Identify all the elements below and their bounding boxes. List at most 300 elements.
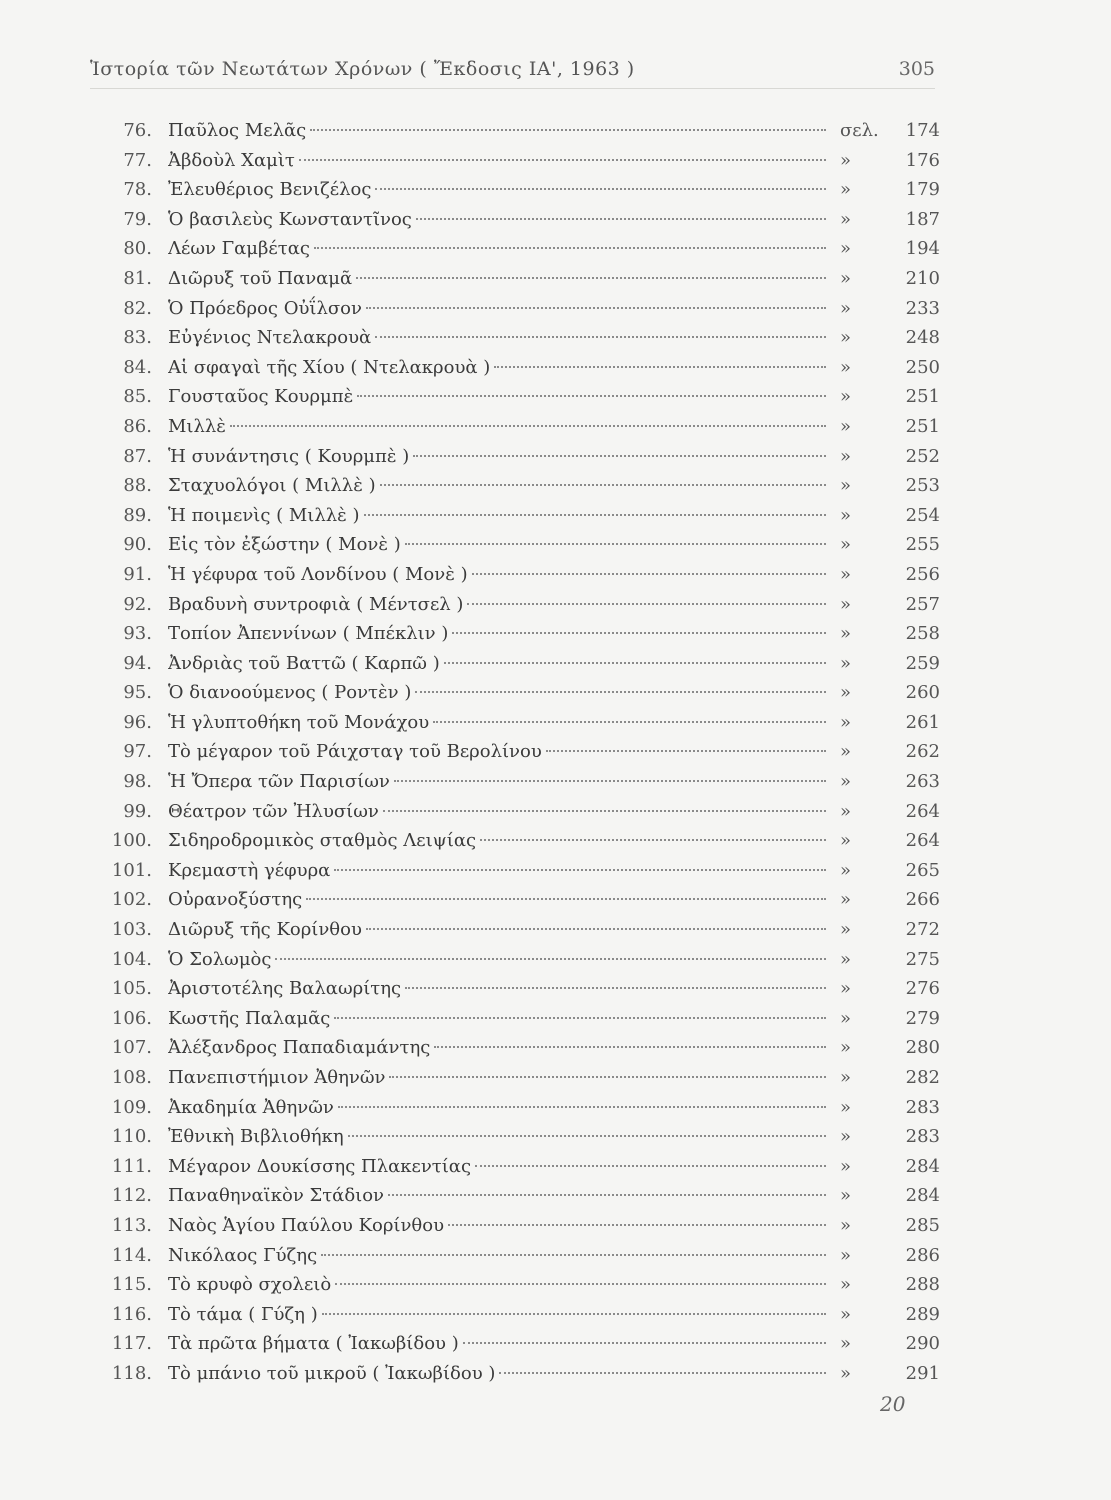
entry-page: 285 xyxy=(905,1214,940,1236)
dot-leader xyxy=(499,1372,826,1374)
entry-page-mark: » xyxy=(840,534,852,556)
toc-entry xyxy=(90,471,940,501)
entry-page-mark: » xyxy=(840,623,852,645)
entry-number: 90. xyxy=(123,534,152,556)
toc-entry xyxy=(90,1181,940,1211)
entry-page: 263 xyxy=(905,771,940,793)
dot-leader xyxy=(405,543,826,545)
entry-page: 264 xyxy=(905,800,940,822)
entry-page: 176 xyxy=(905,149,940,171)
entry-page: 179 xyxy=(905,179,940,201)
entry-title-wrap xyxy=(168,560,840,590)
entry-number: 107. xyxy=(111,1037,152,1059)
entry-page: 280 xyxy=(905,1037,940,1059)
toc-entry xyxy=(90,1033,940,1063)
entry-page-mark: » xyxy=(840,1007,852,1029)
entry-title-wrap xyxy=(168,1093,840,1123)
entry-page-mark: » xyxy=(840,1185,852,1207)
entry-title: Σιδηροδρομικὸς σταθμὸς Λειψίας xyxy=(168,830,477,852)
entry-title-wrap xyxy=(168,234,840,264)
entry-number: 80. xyxy=(123,238,152,260)
entry-title: Εὐγένιος Ντελακρουὰ xyxy=(168,327,372,349)
dot-leader xyxy=(306,898,826,900)
entry-number: 106. xyxy=(111,1007,152,1029)
toc-entry xyxy=(90,1152,940,1182)
entry-page-mark: » xyxy=(840,741,852,763)
page-number: 305 xyxy=(898,58,935,80)
entry-page: 283 xyxy=(905,1126,940,1148)
entry-title-wrap xyxy=(168,708,840,738)
entry-title: Οὐρανοξύστης xyxy=(168,889,303,911)
toc-entry xyxy=(90,945,940,975)
entry-number: 85. xyxy=(123,386,152,408)
entry-page: 290 xyxy=(905,1333,940,1355)
entry-number: 114. xyxy=(111,1244,152,1266)
entry-page: 288 xyxy=(905,1274,940,1296)
dot-leader xyxy=(546,750,826,752)
entry-title-wrap xyxy=(168,175,840,205)
entry-page-mark: σελ. xyxy=(840,120,879,141)
entry-number: 111. xyxy=(111,1155,152,1177)
entry-title: Ὁ βασιλεὺς Κωνσταντῖνος xyxy=(168,208,412,230)
entry-title: Ναὸς Ἁγίου Παύλου Κορίνθου xyxy=(168,1214,445,1236)
entry-title: Ἡ γέφυρα τοῦ Λονδίνου ( Μονὲ ) xyxy=(168,563,468,585)
toc-entry xyxy=(90,382,940,412)
entry-page: 250 xyxy=(905,356,940,378)
toc-entry xyxy=(90,619,940,649)
entry-page: 257 xyxy=(905,593,940,615)
dot-leader xyxy=(405,987,826,989)
entry-title-wrap xyxy=(168,1063,840,1093)
entry-page: 284 xyxy=(905,1185,940,1207)
entry-title-wrap xyxy=(168,412,840,442)
table-of-contents xyxy=(90,116,940,1389)
dot-leader xyxy=(338,1106,826,1108)
dot-leader xyxy=(356,277,826,279)
toc-entry xyxy=(90,1093,940,1123)
dot-leader xyxy=(472,573,826,575)
header-title: Ἱστορία τῶν Νεωτάτων Χρόνων ( Ἔκδοσις ΙΑ', 1963 ) xyxy=(90,58,635,80)
entry-title: Κρεμαστὴ γέφυρα xyxy=(168,859,331,881)
entry-page: 248 xyxy=(905,327,940,349)
dot-leader xyxy=(444,662,826,664)
entry-title: Τὸ τάμα ( Γύζη ) xyxy=(168,1303,318,1325)
toc-entry xyxy=(90,205,940,235)
toc-entry xyxy=(90,826,940,856)
entry-page: 194 xyxy=(905,238,940,260)
toc-entry xyxy=(90,767,940,797)
entry-page-mark: » xyxy=(840,297,852,319)
toc-entry xyxy=(90,1270,940,1300)
entry-number: 113. xyxy=(111,1214,152,1236)
entry-number: 115. xyxy=(111,1274,152,1296)
entry-title-wrap xyxy=(168,649,840,679)
toc-entry xyxy=(90,678,940,708)
entry-page: 252 xyxy=(905,445,940,467)
entry-page-mark: » xyxy=(840,1274,852,1296)
entry-title: Ἡ γλυπτοθήκη τοῦ Μονάχου xyxy=(168,711,430,733)
dot-leader xyxy=(230,425,826,427)
dot-leader xyxy=(334,1017,826,1019)
entry-number: 89. xyxy=(123,504,152,526)
entry-page-mark: » xyxy=(840,208,852,230)
entry-page-mark: » xyxy=(840,711,852,733)
entry-number: 118. xyxy=(111,1362,152,1384)
entry-title-wrap xyxy=(168,205,840,235)
entry-title-wrap xyxy=(168,442,840,472)
running-header xyxy=(90,58,935,89)
entry-title-wrap xyxy=(168,974,840,1004)
entry-title-wrap xyxy=(168,1181,840,1211)
entry-title: Τὸ μέγαρον τοῦ Ράιχσταγ τοῦ Βερολίνου xyxy=(168,741,542,763)
entry-page-mark: » xyxy=(840,327,852,349)
entry-title: Ἀνδριὰς τοῦ Βαττῶ ( Καρπῶ ) xyxy=(168,652,440,674)
dot-leader xyxy=(433,721,826,723)
entry-title: Ἐλευθέριος Βενιζέλος xyxy=(168,179,372,201)
entry-page-mark: » xyxy=(840,889,852,911)
entry-title-wrap xyxy=(168,146,840,176)
entry-number: 79. xyxy=(123,208,152,230)
entry-page: 254 xyxy=(905,504,940,526)
entry-title: Πανεπιστήμιον Ἀθηνῶν xyxy=(168,1067,386,1088)
entry-page: 279 xyxy=(905,1007,940,1029)
entry-page-mark: » xyxy=(840,771,852,793)
entry-page-mark: » xyxy=(840,1126,852,1148)
entry-page-mark: » xyxy=(840,1303,852,1325)
toc-entry xyxy=(90,264,940,294)
entry-page-mark: » xyxy=(840,1096,852,1118)
dot-leader xyxy=(366,928,826,930)
toc-entry xyxy=(90,856,940,886)
entry-page: 187 xyxy=(905,208,940,230)
dot-leader xyxy=(380,484,826,486)
entry-title-wrap xyxy=(168,915,840,945)
dot-leader xyxy=(463,1342,826,1344)
entry-title: Ἡ Ὄπερα τῶν Παρισίων xyxy=(168,771,390,793)
entry-title-wrap xyxy=(168,1359,840,1389)
entry-title: Ἡ συνάντησις ( Κουρμπὲ ) xyxy=(168,445,410,467)
entry-title: Εἰς τὸν ἐξώστην ( Μονὲ ) xyxy=(168,534,401,556)
entry-title: Σταχυολόγοι ( Μιλλὲ ) xyxy=(168,475,376,497)
entry-page: 276 xyxy=(905,978,940,1000)
entry-page-mark: » xyxy=(840,1214,852,1236)
entry-title-wrap xyxy=(168,382,840,412)
entry-title-wrap xyxy=(168,826,840,856)
entry-page-mark: » xyxy=(840,267,852,289)
dot-leader xyxy=(394,780,826,782)
entry-title-wrap xyxy=(168,1300,840,1330)
entry-number: 98. xyxy=(123,771,152,793)
dot-leader xyxy=(475,1165,826,1167)
entry-number: 112. xyxy=(111,1185,152,1207)
entry-title-wrap xyxy=(168,1329,840,1359)
dot-leader xyxy=(275,958,826,960)
entry-number: 116. xyxy=(111,1303,152,1325)
entry-number: 91. xyxy=(123,563,152,585)
toc-entry xyxy=(90,1329,940,1359)
dot-leader xyxy=(415,691,826,693)
entry-page: 255 xyxy=(905,534,940,556)
dot-leader xyxy=(452,632,826,634)
entry-page: 233 xyxy=(905,297,940,319)
entry-number: 81. xyxy=(123,267,152,289)
dot-leader xyxy=(366,307,826,309)
toc-entry xyxy=(90,323,940,353)
entry-page: 289 xyxy=(905,1303,940,1325)
entry-title: Ἀκαδημία Ἀθηνῶν xyxy=(168,1096,334,1118)
dot-leader xyxy=(413,455,826,457)
entry-page: 251 xyxy=(905,415,940,437)
entry-title-wrap xyxy=(168,264,840,294)
dot-leader xyxy=(467,603,826,605)
entry-title-wrap xyxy=(168,619,840,649)
entry-number: 99. xyxy=(123,800,152,822)
toc-entry xyxy=(90,708,940,738)
entry-title-wrap xyxy=(168,1033,840,1063)
entry-page-mark: » xyxy=(840,563,852,585)
entry-page-mark: » xyxy=(840,415,852,437)
entry-title: Γουσταῦος Κουρμπὲ xyxy=(168,386,354,408)
entry-number: 88. xyxy=(123,475,152,497)
entry-number: 104. xyxy=(111,948,152,970)
entry-title: Ἀλέξανδρος Παπαδιαμάντης xyxy=(168,1037,431,1059)
entry-page: 210 xyxy=(905,267,940,289)
toc-entry xyxy=(90,1300,940,1330)
entry-page-mark: » xyxy=(840,919,852,941)
entry-page: 261 xyxy=(905,711,940,733)
dot-leader xyxy=(364,514,826,516)
toc-entry xyxy=(90,501,940,531)
entry-page: 256 xyxy=(905,563,940,585)
entry-title: Νικόλαος Γύζης xyxy=(168,1244,318,1266)
dot-leader xyxy=(348,1135,826,1137)
toc-entry xyxy=(90,234,940,264)
entry-page: 259 xyxy=(905,652,940,674)
entry-title: Λέων Γαμβέτας xyxy=(168,238,310,260)
entry-title-wrap xyxy=(168,737,840,767)
entry-number: 103. xyxy=(111,919,152,941)
toc-entry xyxy=(90,560,940,590)
entry-title: Τὰ πρῶτα βήματα ( Ἰακωβίδου ) xyxy=(168,1333,459,1355)
entry-title: Κωστῆς Παλαμᾶς xyxy=(168,1007,331,1029)
toc-entry xyxy=(90,146,940,176)
entry-title-wrap xyxy=(168,530,840,560)
entry-number: 82. xyxy=(123,297,152,319)
toc-entry xyxy=(90,1241,940,1271)
signature-mark: 20 xyxy=(880,1392,906,1416)
entry-title-wrap xyxy=(168,1122,840,1152)
entry-title-wrap xyxy=(168,856,840,886)
entry-number: 92. xyxy=(123,593,152,615)
dot-leader xyxy=(334,869,826,871)
toc-entry xyxy=(90,649,940,679)
entry-title: Ἡ ποιμενὶς ( Μιλλὲ ) xyxy=(168,504,360,526)
dot-leader xyxy=(480,839,826,841)
entry-page: 284 xyxy=(905,1155,940,1177)
entry-number: 95. xyxy=(123,682,152,704)
entry-title-wrap xyxy=(168,1270,840,1300)
dot-leader xyxy=(314,247,826,249)
toc-entry xyxy=(90,797,940,827)
entry-page-mark: » xyxy=(840,682,852,704)
dot-leader xyxy=(416,218,826,220)
entry-title-wrap xyxy=(168,885,840,915)
entry-title-wrap xyxy=(168,353,840,383)
dot-leader xyxy=(389,1076,826,1078)
entry-title-wrap xyxy=(168,1241,840,1271)
entry-page-mark: » xyxy=(840,652,852,674)
entry-title: Παναθηναϊκὸν Στάδιον xyxy=(168,1185,384,1207)
entry-page-mark: » xyxy=(840,179,852,201)
dot-leader xyxy=(494,366,826,368)
entry-page-mark: » xyxy=(840,593,852,615)
entry-page-mark: » xyxy=(840,978,852,1000)
entry-page-mark: » xyxy=(840,504,852,526)
entry-number: 96. xyxy=(123,711,152,733)
entry-number: 93. xyxy=(123,623,152,645)
entry-page: 251 xyxy=(905,386,940,408)
entry-title: Ὁ Πρόεδρος Οὐΐλσον xyxy=(168,297,362,319)
entry-title: Ὁ διανοούμενος ( Ροντὲν ) xyxy=(168,682,412,704)
entry-number: 117. xyxy=(111,1333,152,1355)
dot-leader xyxy=(383,810,826,812)
dot-leader xyxy=(357,395,826,397)
entry-page: 282 xyxy=(905,1067,940,1088)
toc-entry xyxy=(90,1004,940,1034)
toc-entry xyxy=(90,116,940,146)
dot-leader xyxy=(375,336,826,338)
entry-number: 84. xyxy=(123,356,152,378)
entry-title: Βραδυνὴ συντροφιὰ ( Μέντσελ ) xyxy=(168,593,464,615)
dot-leader xyxy=(321,1254,826,1256)
entry-page: 264 xyxy=(905,830,940,852)
entry-page-mark: » xyxy=(840,948,852,970)
dot-leader xyxy=(375,188,826,190)
entry-number: 87. xyxy=(123,445,152,467)
entry-title-wrap xyxy=(168,323,840,353)
entry-page: 262 xyxy=(905,741,940,763)
entry-number: 94. xyxy=(123,652,152,674)
entry-page-mark: » xyxy=(840,1067,852,1088)
entry-title: Αἱ σφαγαὶ τῆς Χίου ( Ντελακρουὰ ) xyxy=(168,356,491,378)
entry-title: Ἀριστοτέλης Βαλαωρίτης xyxy=(168,978,402,1000)
entry-title: Διῶρυξ τοῦ Παναμᾶ xyxy=(168,267,353,289)
entry-title-wrap xyxy=(168,797,840,827)
entry-number: 78. xyxy=(123,179,152,201)
toc-entry xyxy=(90,1063,940,1093)
entry-page-mark: » xyxy=(840,356,852,378)
entry-number: 97. xyxy=(123,741,152,763)
entry-page: 272 xyxy=(905,919,940,941)
entry-number: 77. xyxy=(123,149,152,171)
entry-number: 110. xyxy=(111,1126,152,1148)
toc-entry xyxy=(90,175,940,205)
toc-entry xyxy=(90,915,940,945)
entry-page-mark: » xyxy=(840,859,852,881)
entry-page: 291 xyxy=(905,1362,940,1384)
entry-title-wrap xyxy=(168,1211,840,1241)
entry-page: 258 xyxy=(905,623,940,645)
entry-page: 283 xyxy=(905,1096,940,1118)
entry-title-wrap xyxy=(168,294,840,324)
entry-page-mark: » xyxy=(840,475,852,497)
toc-entry xyxy=(90,737,940,767)
toc-entry xyxy=(90,974,940,1004)
entry-page-mark: » xyxy=(840,1155,852,1177)
dot-leader xyxy=(434,1046,826,1048)
entry-title: Μιλλὲ xyxy=(168,415,226,437)
entry-title: Ἐθνικὴ Βιβλιοθήκη xyxy=(168,1126,344,1148)
toc-entry xyxy=(90,442,940,472)
toc-entry xyxy=(90,885,940,915)
entry-title-wrap xyxy=(168,945,840,975)
entry-number: 100. xyxy=(111,830,152,852)
entry-page-mark: » xyxy=(840,149,852,171)
entry-number: 109. xyxy=(111,1096,152,1118)
entry-page-mark: » xyxy=(840,238,852,260)
entry-page-mark: » xyxy=(840,800,852,822)
entry-page: 286 xyxy=(905,1244,940,1266)
entry-page: 253 xyxy=(905,475,940,497)
entry-page-mark: » xyxy=(840,1244,852,1266)
toc-entry xyxy=(90,353,940,383)
dot-leader xyxy=(388,1194,826,1196)
dot-leader xyxy=(310,129,826,131)
entry-title: Τὸ μπάνιο τοῦ μικροῦ ( Ἰακωβίδου ) xyxy=(168,1362,496,1384)
entry-title-wrap xyxy=(168,501,840,531)
entry-page-mark: » xyxy=(840,830,852,852)
dot-leader xyxy=(299,159,826,161)
entry-page-mark: » xyxy=(840,1333,852,1355)
entry-title-wrap xyxy=(168,590,840,620)
entry-title-wrap xyxy=(168,1004,840,1034)
entry-number: 101. xyxy=(111,859,152,881)
dot-leader xyxy=(322,1313,826,1315)
entry-title: Τοπίον Ἀπεννίνων ( Μπέκλιν ) xyxy=(168,623,449,645)
entry-title: Ὁ Σολωμὸς xyxy=(168,948,272,970)
dot-leader xyxy=(448,1224,826,1226)
toc-entry xyxy=(90,412,940,442)
entry-title: Διῶρυξ τῆς Κορίνθου xyxy=(168,919,362,941)
entry-page-mark: » xyxy=(840,445,852,467)
entry-title-wrap xyxy=(168,116,840,146)
entry-title: Μέγαρον Δουκίσσης Πλακεντίας xyxy=(168,1155,472,1177)
entry-number: 76. xyxy=(123,120,152,141)
entry-title-wrap xyxy=(168,678,840,708)
entry-title-wrap xyxy=(168,471,840,501)
entry-title: Ἀβδοὺλ Χαμὶτ xyxy=(168,149,295,171)
entry-number: 102. xyxy=(111,889,152,911)
dot-leader xyxy=(335,1283,826,1285)
entry-number: 86. xyxy=(123,415,152,437)
entry-page: 260 xyxy=(905,682,940,704)
toc-entry xyxy=(90,1122,940,1152)
entry-title: Παῦλος Μελᾶς xyxy=(168,120,307,141)
entry-page: 174 xyxy=(905,120,940,141)
entry-page: 265 xyxy=(905,859,940,881)
entry-page-mark: » xyxy=(840,1362,852,1384)
entry-title: Θέατρον τῶν Ἠλυσίων xyxy=(168,800,379,822)
toc-entry xyxy=(90,1359,940,1389)
entry-title-wrap xyxy=(168,1152,840,1182)
entry-number: 108. xyxy=(111,1067,152,1088)
entry-page: 275 xyxy=(905,948,940,970)
toc-entry xyxy=(90,1211,940,1241)
entry-page-mark: » xyxy=(840,386,852,408)
entry-number: 105. xyxy=(111,978,152,1000)
toc-entry xyxy=(90,590,940,620)
toc-entry xyxy=(90,294,940,324)
